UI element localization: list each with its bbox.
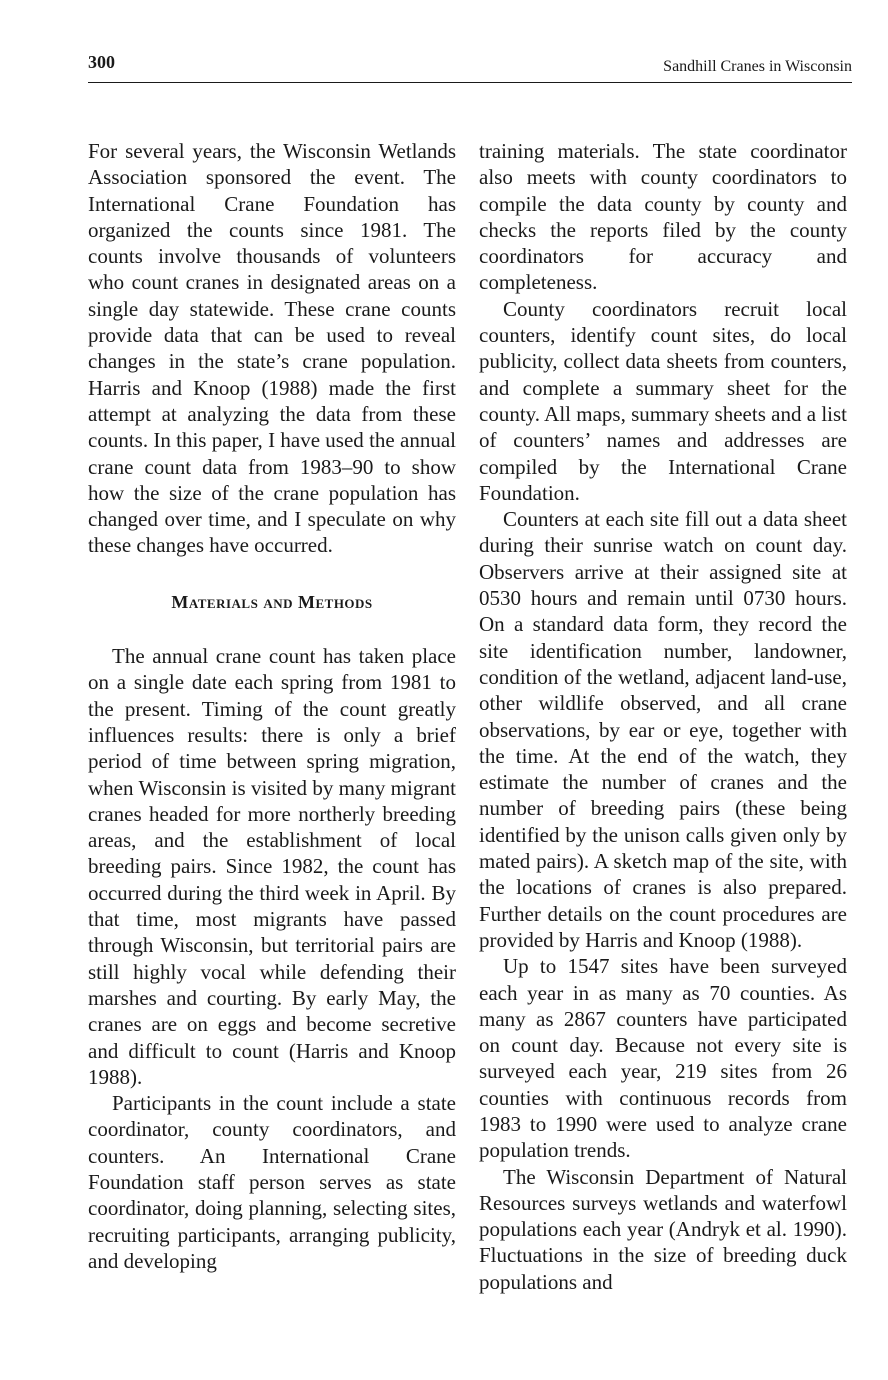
right-column xyxy=(479,138,847,1295)
paragraph: training materials. The state coordinator also meets with county coordinators to compile the data county by county and checks the reports filed by the county coordinators for accuracy and completeness. xyxy=(479,139,847,295)
paragraph: The Wisconsin Department of Natural Resources surveys wetlands and waterfowl populations each year (Andryk et al. 1990). Fluctuations in the size of breeding duck populations and xyxy=(479,1164,847,1294)
paragraph: Counters at each site fill out a data sheet during their sunrise watch on count day. Observers arrive at their assigned site at 0530 hours and remain until 0730 hours. On a standard data form, they record the site identification number, landowner, condition of the wetland, adjacent land-use, other wildlife observed, and all crane observations, by ear or eye, together with the time. At the end of the watch, they estimate the number of cranes and the number of breeding pairs (these being identified by the unison calls given only by mated pairs). A sketch map of the site, with the locations of cranes is also prepared. Further details on the count procedures are provided by Harris and Knoop (1988). xyxy=(479,507,847,952)
paragraph: The annual crane count has taken place on a single date each spring from 1981 to the present. Timing of the count greatly influences results: there is only a brief period of time between spring migration, when Wisconsin is visited by many migrant cranes headed for more northerly breeding areas, and the establishment of local breeding pairs. Since 1982, the count has occurred during the third week in April. By that time, most migrants have passed through Wisconsin, but territorial pairs are still highly vocal while defending their marshes and courting. By early May, the cranes are on eggs and become secretive and difficult to count (Harris and Knoop 1988). xyxy=(88,644,456,1089)
left-column xyxy=(88,138,456,1274)
paragraph: Participants in the count include a state coordinator, county coordinators, and counters. An International Crane Foundation staff person serves as state coordinator, doing planning, selecting sites, recruiting participants, arranging publicity, and developing xyxy=(88,1091,456,1273)
page-number: 300 xyxy=(88,52,115,72)
running-title: Sandhill Cranes in Wisconsin xyxy=(663,58,852,75)
paragraph: County coordinators recruit local counters, identify count sites, do local publicity, collect data sheets from counters, and complete a summary sheet for the county. All maps, summary sheets and a list of counters’ names and addresses are compiled by the International Crane Foundation. xyxy=(479,296,847,505)
page-header xyxy=(88,52,852,83)
section-heading: Materials and Methods xyxy=(171,591,373,612)
paragraph: Up to 1547 sites have been surveyed each year in as many as 70 counties. As many as 2867 counters have participated on count day. Because not every site is surveyed each year, 219 sites from 26 counties with continuous records from 1983 to 1990 were used to analyze crane population trends. xyxy=(479,954,847,1163)
paragraph: For several years, the Wisconsin Wetlands Association sponsored the event. The International Crane Foundation has organized the counts since 1981. The counts involve thousands of volunteers who count cranes in designated areas on a single day statewide. These crane counts provide data that can be used to reveal changes in the state’s crane population. Harris and Knoop (1988) made the first attempt at analyzing the data from these counts. In this paper, I have used the annual crane count data from 1983–90 to show how the size of the crane population has changed over time, and I speculate on why these changes have occurred. xyxy=(88,139,456,558)
